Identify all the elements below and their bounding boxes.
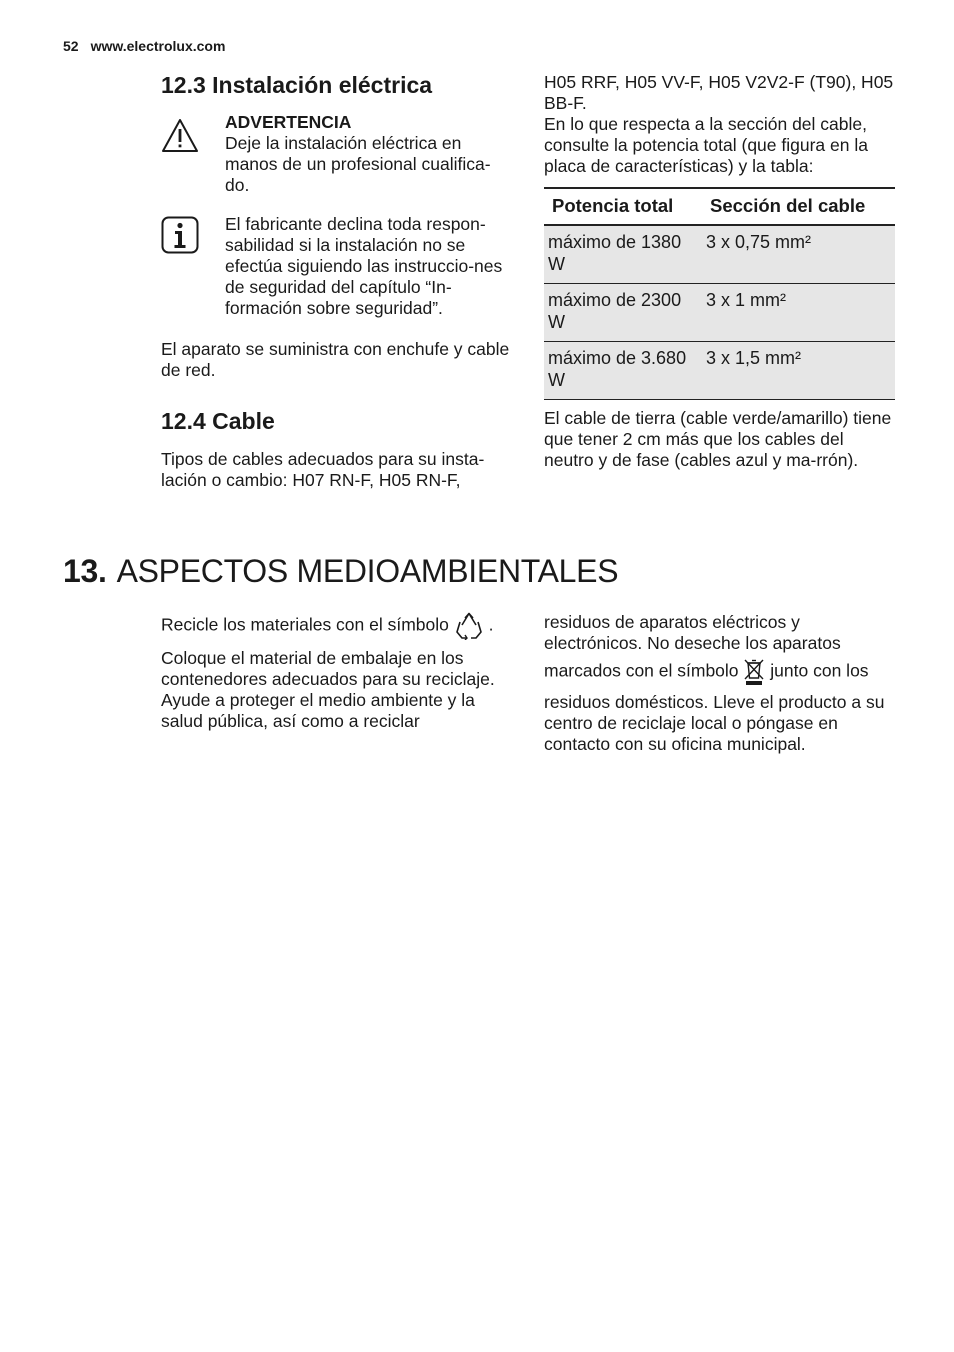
crossed-bin-icon bbox=[743, 658, 765, 686]
cable-types-continued: H05 RRF, H05 VV-F, H05 V2V2-F (T90), H05 BB-F. bbox=[544, 72, 894, 113]
ground-cable-text: El cable de tierra (cable verde/amarillo) tiene que tener 2 cm más que los cables del neutro y de fase (cables azul y ma-rrón). bbox=[544, 408, 892, 470]
cable-table bbox=[544, 187, 895, 400]
recycle-text: Recicle los materiales con el símbolo bbox=[161, 614, 449, 635]
table-cell-power: máximo de 3.680 W bbox=[544, 342, 702, 400]
section-number: 13. bbox=[63, 553, 107, 589]
section-12-4-title bbox=[161, 406, 513, 436]
table-header-section: Sección del cable bbox=[702, 188, 895, 225]
left-column-12 bbox=[161, 70, 513, 491]
section-number: 12.3 bbox=[161, 72, 206, 98]
info-text: El fabricante declina toda respon-sabilidad si la instalación no se efectúa siguiendo las instruccio-nes de seguridad del capítulo “In-formación sobre seguridad”. bbox=[225, 214, 503, 318]
weee-symbol-paragraph bbox=[544, 658, 896, 686]
table-cell-section: 3 x 0,75 mm² bbox=[702, 225, 895, 284]
recycle-icon bbox=[454, 612, 484, 640]
table-row bbox=[544, 342, 895, 400]
cable-types-text: Tipos de cables adecuados para su insta-lación o cambio: H07 RN-F, H05 RN-F, bbox=[161, 449, 485, 490]
table-cell-power: máximo de 2300 W bbox=[544, 284, 702, 342]
page-header bbox=[63, 38, 225, 54]
table-cell-power: máximo de 1380 W bbox=[544, 225, 702, 284]
left-column-13 bbox=[161, 612, 513, 732]
weee-text: residuos de aparatos eléctricos y electrónicos. No deseche los aparatos bbox=[544, 612, 841, 653]
info-icon bbox=[161, 216, 199, 254]
site-url[interactable]: www.electrolux.com bbox=[90, 38, 226, 54]
cable-section-text: En lo que respecta a la sección del cable, consulte la potencia total (que figura en la placa de características) y la tabla: bbox=[544, 114, 868, 176]
supply-text: El aparato se suministra con enchufe y cable de red. bbox=[161, 339, 510, 380]
section-title-text: ASPECTOS MEDIOAMBIENTALES bbox=[116, 553, 619, 589]
recycle-paragraph bbox=[161, 612, 513, 640]
table-row bbox=[544, 225, 895, 284]
right-column-13 bbox=[544, 612, 896, 755]
recycle-text-end: . bbox=[488, 614, 494, 635]
section-13-title bbox=[63, 553, 618, 590]
table-header-row bbox=[544, 188, 895, 225]
weee-text-after: junto con los bbox=[770, 660, 869, 681]
weee-text-before: marcados con el símbolo bbox=[544, 660, 739, 681]
warning-note bbox=[161, 112, 513, 196]
table-cell-section: 3 x 1 mm² bbox=[702, 284, 895, 342]
table-header-power: Potencia total bbox=[544, 188, 702, 225]
table-cell-section: 3 x 1,5 mm² bbox=[702, 342, 895, 400]
section-12-3-title bbox=[161, 70, 513, 100]
protect-text: Ayude a proteger el medio ambiente y la salud pública, así como a reciclar bbox=[161, 690, 475, 731]
table-row bbox=[544, 284, 895, 342]
section-number: 12.4 bbox=[161, 408, 206, 434]
recycling-centre-text: residuos domésticos. Lleve el producto a su centro de reciclaje local o póngase en contacto con su oficina municipal. bbox=[544, 692, 885, 754]
section-title-text: Instalación eléctrica bbox=[212, 72, 433, 98]
warning-text: Deje la instalación eléctrica en manos de un profesional cualifica-do. bbox=[225, 133, 491, 195]
warning-heading: ADVERTENCIA bbox=[225, 112, 352, 132]
info-note bbox=[161, 214, 513, 319]
warning-triangle-icon bbox=[161, 118, 199, 154]
right-column-12 bbox=[544, 72, 896, 471]
packaging-text: Coloque el material de embalaje en los contenedores adecuados para su reciclaje. bbox=[161, 648, 495, 689]
page-number: 52 bbox=[63, 38, 79, 54]
section-title-text: Cable bbox=[212, 408, 275, 434]
